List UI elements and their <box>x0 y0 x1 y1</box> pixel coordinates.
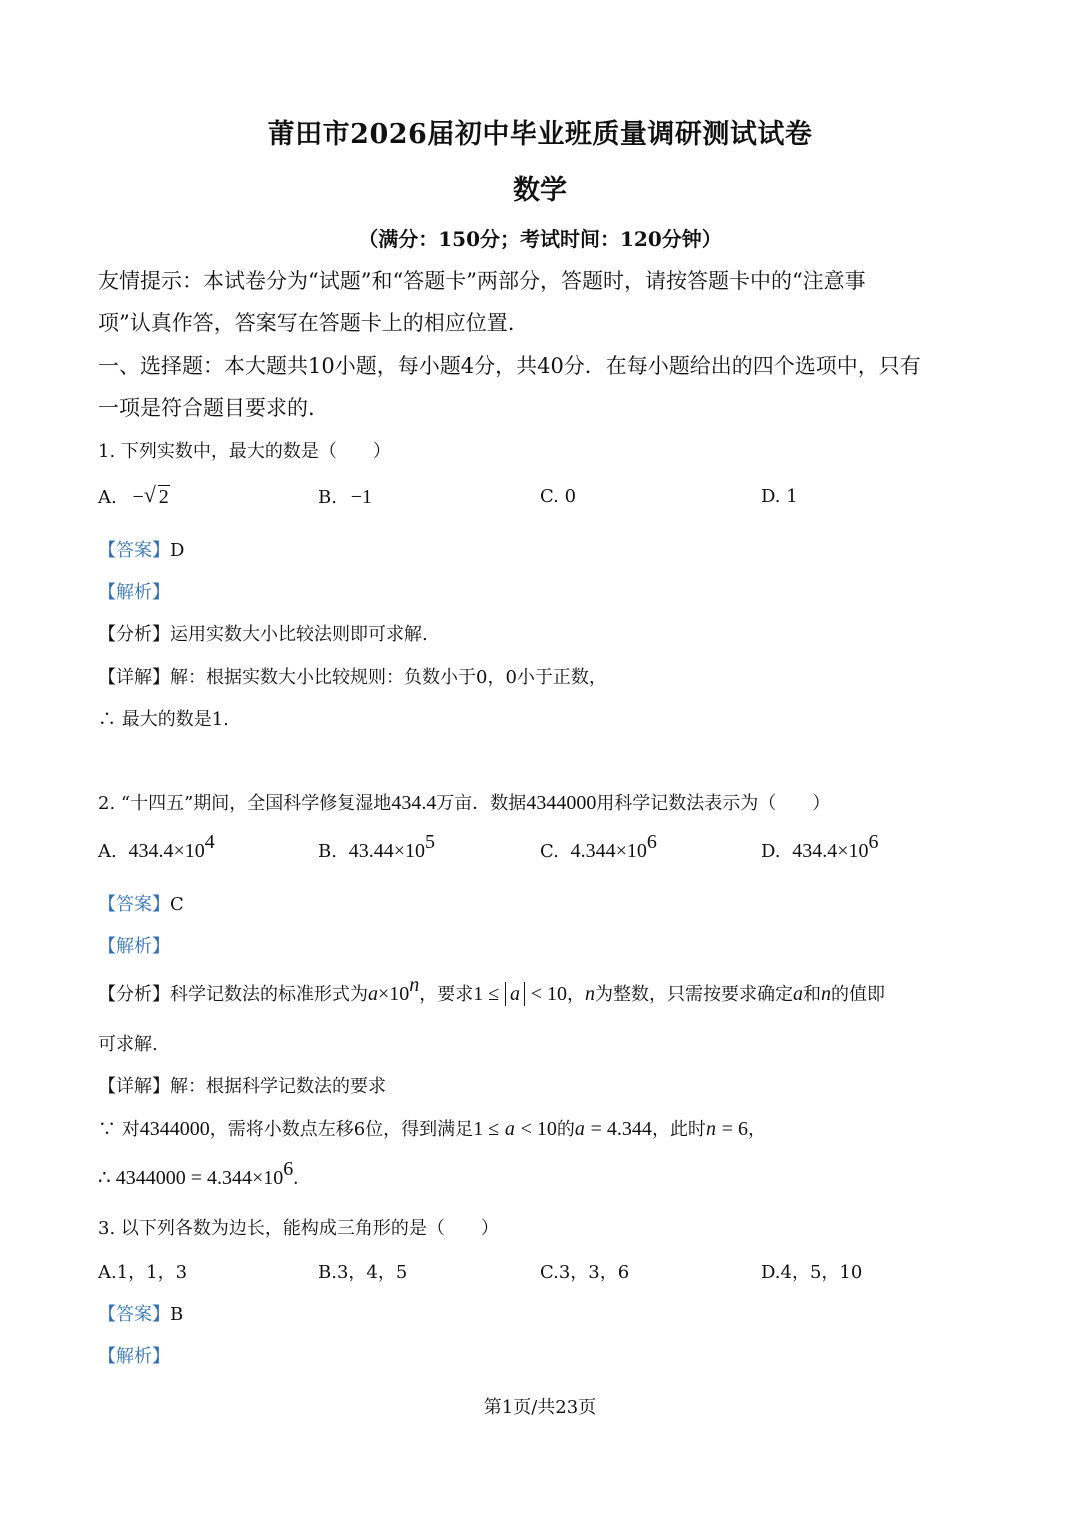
q2-because-a: ∵ 对 <box>98 1119 140 1140</box>
q1-fenxi-text: 运用实数大小比较法则即可求解. <box>170 624 428 645</box>
q2-because <box>98 1115 766 1141</box>
notice-line-2: 项”认真作答，答案写在答题卡上的相应位置. <box>98 311 515 335</box>
q2-fenxi-ineq-l: 1 ≤ <box>473 983 500 1005</box>
q2-option-a-label: A. <box>98 841 117 862</box>
q3-option-c-text: 3，3，6 <box>558 1262 630 1283</box>
q1-fenxi <box>98 620 428 646</box>
q2-detail <box>98 1072 386 1098</box>
q2-fenxi-f: 的值即 <box>831 984 886 1005</box>
q2-because-b: ，需将小数点左移6位，得到满足 <box>209 1119 474 1140</box>
q2-answer <box>98 890 184 916</box>
q3-option-d-text: 4，5，10 <box>780 1262 863 1283</box>
q2-stem-c: 用科学记数法表示为（ ） <box>596 793 831 814</box>
q2-fenxi-c: ， <box>567 984 586 1005</box>
q2-option-b-base: 43.44×10 <box>348 840 425 862</box>
q1-option-d <box>761 486 798 507</box>
q2-stem-a: 2. “十四五”期间，全国科学修复湿地 <box>98 793 392 814</box>
q2-option-d-label: D. <box>761 841 781 862</box>
exam-title: 莆田市2026届初中毕业班质量调研测试试卷 <box>267 119 813 150</box>
q1-detail <box>98 663 607 689</box>
q2-option-c <box>540 831 657 863</box>
q1-answer <box>98 536 184 562</box>
fenxi-tag: 【分析】 <box>98 624 170 645</box>
q2-option-c-base: 4.344×10 <box>570 840 647 862</box>
q1-option-c <box>540 486 576 507</box>
q2-fenxi-n2: n <box>821 983 832 1005</box>
q2-option-d <box>761 831 879 863</box>
q1-option-b-label: B. <box>318 487 337 508</box>
q2-because-num: 4344000 <box>139 1118 210 1140</box>
q2-option-d-base: 434.4×10 <box>792 840 869 862</box>
q3-answer <box>98 1300 183 1326</box>
q2-option-a-exp: 4 <box>204 831 215 853</box>
q2-therefore-text: ∴ 4344000 = 4.344×10 <box>98 1167 284 1189</box>
q2-stem-b: 万亩．数据 <box>436 793 527 814</box>
detail-tag: 【详解】 <box>98 1076 170 1097</box>
q1-detail-text: 解：根据实数大小比较规则：负数小于0，0小于正数， <box>170 667 607 688</box>
q2-fenxi-abs: a <box>505 982 525 1006</box>
q2-option-c-label: C. <box>540 841 559 862</box>
q2-option-b-label: B. <box>318 841 337 862</box>
q2-fenxi-var-a: a <box>368 983 378 1005</box>
q1-option-b-text: −1 <box>350 486 372 508</box>
q2-therefore <box>98 1158 299 1190</box>
q2-stem <box>98 789 830 815</box>
q2-because-neq: = 6 <box>721 1118 748 1140</box>
q2-fenxi-n: n <box>585 983 596 1005</box>
q2-stem-num1: 434.4 <box>391 792 437 814</box>
q1-option-a <box>98 482 170 509</box>
q2-therefore-exp: 6 <box>283 1158 294 1180</box>
section-heading-line-2: 一项是符合题目要求的. <box>98 396 315 420</box>
q1-option-d-label: D. <box>761 486 781 507</box>
answer-tag: 【答案】 <box>98 540 170 561</box>
notice-line-1: 友情提示：本试卷分为“试题”和“答题卡”两部分，答题时，请按答题卡中的“注意事 <box>98 269 866 293</box>
q1-option-c-label: C. <box>540 486 559 507</box>
q2-fenxi-ineq-r: < 10 <box>530 983 568 1005</box>
q3-option-c <box>540 1258 629 1284</box>
q2-fenxi-times: ×10 <box>378 983 410 1005</box>
q2-fenxi <box>98 974 886 1006</box>
q2-fenxi-a2: a <box>793 983 804 1005</box>
q3-option-d-label: D. <box>761 1262 781 1283</box>
q3-answer-value: B <box>170 1304 184 1325</box>
q2-fenxi-e: 和 <box>803 984 822 1005</box>
q3-option-a-label: A. <box>98 1262 117 1283</box>
q3-option-a-text: 1，1，3 <box>116 1262 188 1283</box>
section-heading-line-1: 一、选择题：本大题共10小题，每小题4分，共40分．在每小题给出的四个选项中，只有 <box>98 354 921 378</box>
q3-option-b-text: 3，4，5 <box>336 1262 408 1283</box>
q2-option-d-exp: 6 <box>868 831 879 853</box>
exam-subject: 数学 <box>513 175 567 206</box>
q2-because-c: 的 <box>556 1119 575 1140</box>
q2-because-ineq2: < 10 <box>520 1118 557 1140</box>
q2-option-c-exp: 6 <box>646 831 657 853</box>
score-info: （满分：150分；考试时间：120分钟） <box>358 227 722 251</box>
answer-tag: 【答案】 <box>98 1304 170 1325</box>
q2-because-e: ， <box>747 1119 766 1140</box>
q2-stem-num2: 4344000 <box>526 792 597 814</box>
q3-analysis-tag: 【解析】 <box>98 1346 170 1367</box>
q2-fenxi-a: 科学记数法的标准形式为 <box>170 984 368 1005</box>
q3-option-b-label: B. <box>318 1262 337 1283</box>
q2-answer-value: C <box>170 894 184 915</box>
q1-analysis-tag: 【解析】 <box>98 582 170 603</box>
q1-option-b <box>318 486 372 509</box>
sqrt-symbol: √ 2 <box>143 482 169 508</box>
q1-option-c-text: 0 <box>564 486 577 507</box>
answer-tag: 【答案】 <box>98 894 170 915</box>
q2-therefore-end: . <box>293 1167 299 1189</box>
q3-option-c-label: C. <box>540 1262 559 1283</box>
q1-option-d-text: 1 <box>786 486 798 507</box>
q1-conclusion: ∴ 最大的数是1. <box>98 709 229 730</box>
q2-because-d: ，此时 <box>651 1119 706 1140</box>
q3-stem: 3. 以下列各数为边长，能构成三角形的是（ ） <box>98 1218 499 1239</box>
q2-because-var2: a <box>574 1118 585 1140</box>
q2-detail-text: 解：根据科学记数法的要求 <box>170 1076 386 1097</box>
q1-answer-value: D <box>170 540 185 561</box>
q2-option-b-exp: 5 <box>424 831 435 853</box>
q1-option-a-radicand: 2 <box>158 486 169 508</box>
q2-fenxi-d: 为整数，只需按要求确定 <box>595 984 794 1005</box>
q2-option-b <box>318 831 435 863</box>
q2-option-a-base: 434.4×10 <box>128 840 205 862</box>
q2-analysis-tag: 【解析】 <box>98 936 170 957</box>
q2-fenxi-b: ，要求 <box>419 984 474 1005</box>
detail-tag: 【详解】 <box>98 667 170 688</box>
q2-because-n: n <box>705 1118 716 1140</box>
q2-because-ineq: 1 ≤ <box>473 1118 500 1140</box>
q2-fenxi-exp: n <box>409 974 420 996</box>
q1-option-a-minus: − <box>132 486 144 508</box>
q2-because-eq: = 4.344 <box>590 1118 652 1140</box>
q1-stem: 1. 下列实数中，最大的数是（ ） <box>98 441 391 462</box>
q2-option-a <box>98 831 215 863</box>
q3-option-b <box>318 1258 407 1284</box>
q1-option-a-label: A. <box>98 487 117 508</box>
q2-because-var: a <box>504 1118 515 1140</box>
q3-option-a <box>98 1258 187 1284</box>
q2-fenxi-line2: 可求解. <box>98 1034 158 1055</box>
q3-option-d <box>761 1258 862 1284</box>
fenxi-tag: 【分析】 <box>98 984 170 1005</box>
page-number: 第1页/共23页 <box>483 1397 597 1418</box>
